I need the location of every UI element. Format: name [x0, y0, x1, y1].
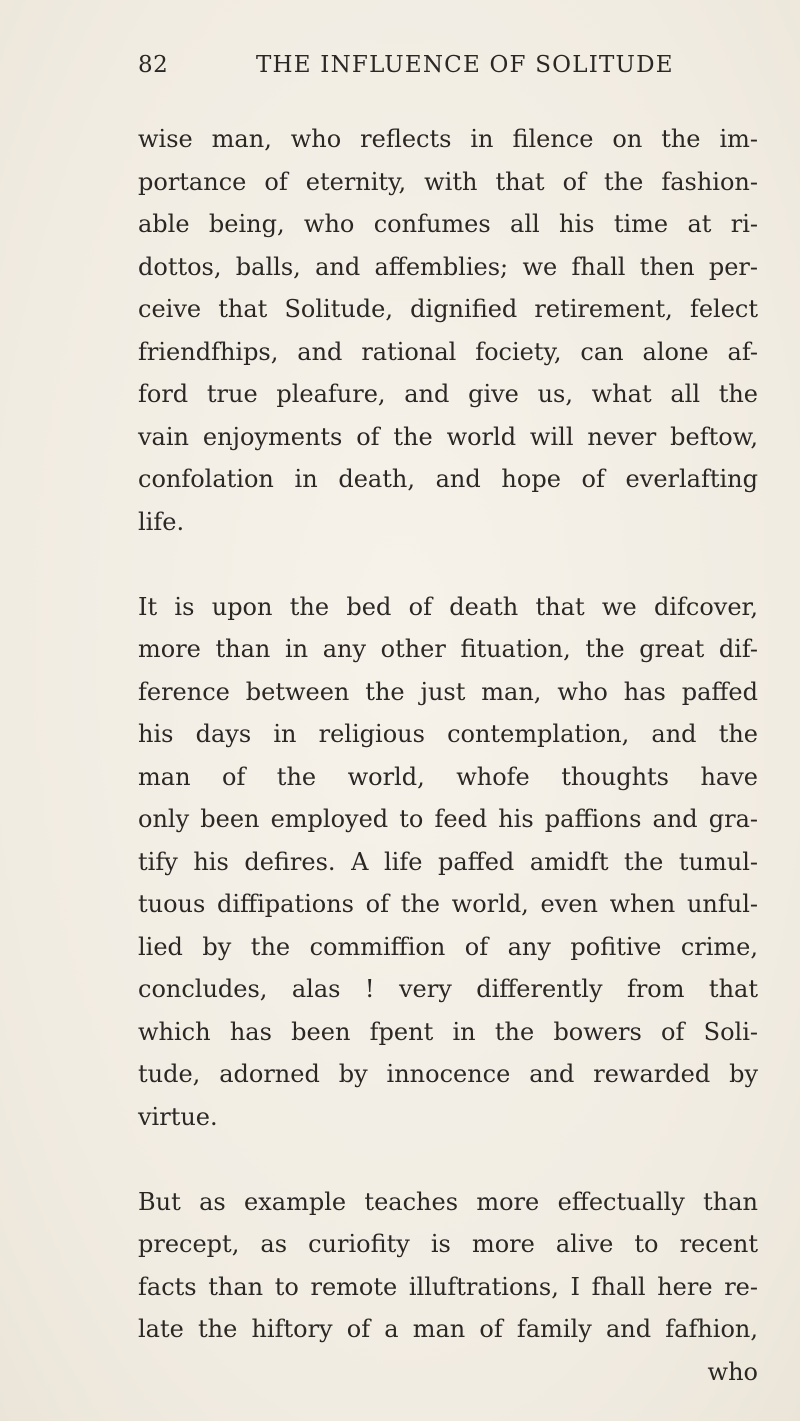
text-line: confolation in death, and hope of everlafting — [138, 465, 758, 493]
text-line: precept, as curiofity is more alive to recent — [138, 1230, 758, 1258]
paragraph — [138, 118, 758, 543]
text-line: more than in any other fituation, the great dif- — [138, 635, 758, 663]
text-line: life. — [138, 507, 185, 536]
text-line: tude, adorned by innocence and rewarded by — [138, 1060, 758, 1088]
text-line: But as example teaches more effectually than — [138, 1187, 758, 1216]
text-line: wise man, who reflects in filence on the im- — [138, 125, 758, 153]
text-line: which has been fpent in the bowers of Soli- — [138, 1017, 758, 1046]
paragraph-spacer — [138, 543, 758, 586]
page-number: 82 — [138, 52, 169, 78]
text-line: man of the world, whofe thoughts have — [138, 762, 758, 791]
body-text — [138, 118, 758, 1393]
paragraph — [138, 1181, 758, 1394]
text-line: friendfhips, and rational fociety, can alone af- — [138, 337, 758, 366]
text-line: concludes, alas ! very differently from that — [138, 975, 758, 1003]
page-header — [138, 52, 678, 92]
text-line: able being, who confumes all his time at ri- — [138, 210, 758, 238]
text-line: ceive that Solitude, dignified retirement, felect — [138, 295, 758, 323]
text-line: portance of eternity, with that of the fashion- — [138, 167, 758, 196]
text-line: facts than to remote illuftrations, I fhall here re- — [138, 1272, 758, 1301]
text-line: ford true pleafure, and give us, what all the — [138, 380, 758, 408]
paragraph — [138, 586, 758, 1139]
text-line: tuous diffipations of the world, even when unful- — [138, 890, 758, 918]
text-line: only been employed to feed his paffions and gra- — [138, 805, 758, 833]
text-line: vain enjoyments of the world will never beftow, — [138, 422, 758, 451]
catchword: who — [707, 1357, 758, 1386]
text-line: late the hiftory of a man of family and fafhion, — [138, 1315, 758, 1343]
text-line: ference between the just man, who has paffed — [138, 677, 758, 706]
paragraph-spacer — [138, 1138, 758, 1181]
running-title: THE INFLUENCE OF SOLITUDE — [256, 52, 674, 78]
text-line: dottos, balls, and affemblies; we fhall then per- — [138, 252, 758, 281]
text-line: virtue. — [138, 1102, 218, 1131]
text-line: It is upon the bed of death that we difcover, — [138, 592, 758, 621]
text-line: his days in religious contemplation, and the — [138, 720, 758, 748]
text-line: tify his defires. A life paffed amidft the tumul- — [138, 847, 758, 876]
text-line: lied by the commiffion of any pofitive crime, — [138, 932, 758, 961]
